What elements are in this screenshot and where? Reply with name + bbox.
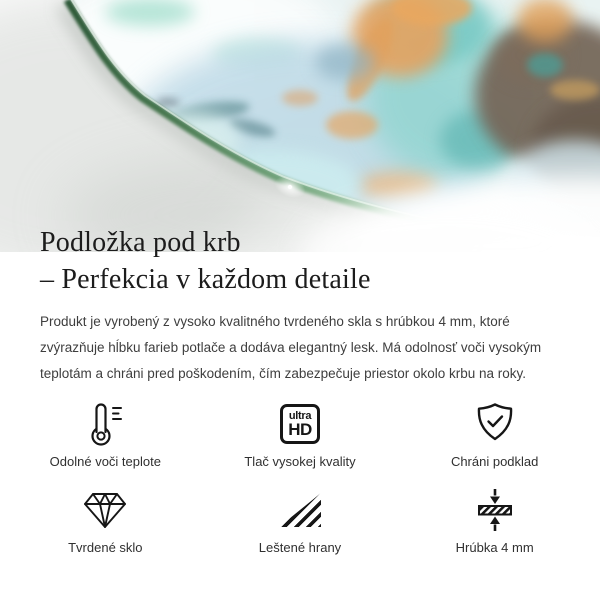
feature-thickness: [397, 486, 592, 556]
feature-protects-floor: [397, 400, 592, 470]
feature-print-quality: [203, 400, 398, 470]
ultra-hd-text-top: ultra: [288, 409, 312, 422]
thermometer-icon: [83, 400, 127, 448]
feature-tempered-glass: [8, 486, 203, 556]
page-title: [40, 224, 371, 298]
feature-polished-edges: [203, 486, 398, 556]
page-title-line2: – Perfekcia v každom detaile: [40, 264, 371, 295]
feature-label: Odolné voči teplote: [49, 454, 161, 469]
feature-label: Chráni podklad: [450, 454, 539, 469]
feature-label: Leštené hrany: [258, 540, 342, 555]
shield-check-icon: [473, 400, 517, 448]
polished-edges-icon: [279, 486, 321, 534]
page-title-line1: Podložka pod krb: [40, 227, 241, 258]
ultra-hd-text-bottom: HD: [288, 419, 312, 439]
product-hero-image: [0, 0, 600, 252]
feature-heat-resistant: [8, 400, 203, 470]
feature-label: Tlač vysokej kvality: [244, 454, 356, 469]
product-description: Produkt je vyrobený z vysoko kvalitného tvrdeného skla s hrúbkou 4 mm, ktoré zvýrazňuje hĺbku farieb potlače a dodáva elegantný lesk. Má odolnosť voči vysokým teplotám a chráni pred poškodením, čím zabezpečuje priestor okolo krbu na roky.: [40, 314, 542, 381]
feature-grid: [8, 400, 592, 556]
feature-label: Tvrdené sklo: [68, 540, 143, 555]
glass-pad-illustration: [0, 0, 600, 252]
feature-label: Hrúbka 4 mm: [455, 540, 534, 555]
diamond-icon: [81, 486, 129, 534]
ultra-hd-icon: [280, 400, 320, 448]
thickness-icon: [473, 486, 517, 534]
